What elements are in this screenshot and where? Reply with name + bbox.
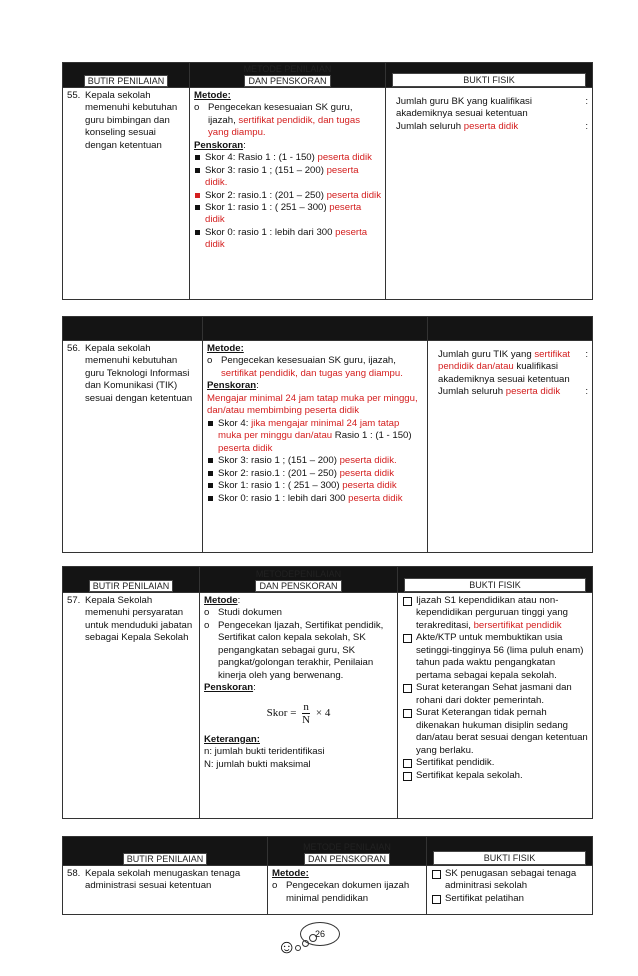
butir-cell: 56. Kepala sekolah memenuhi kebutuhan guru Teknologi Informasi dan Komunikasi (TIK) sesuai dengan ketentuan — [63, 341, 203, 553]
bukti-cell: SK penugasan sebagai tenaga adminitrasi sekolah Sertifikat pelatihan — [427, 866, 593, 915]
score-formula: Skor = $\frac{n}{N}$ × 4 — [266, 700, 331, 726]
table-header — [63, 837, 593, 866]
table-header — [63, 63, 593, 88]
header-butir: BUTIR PENILAIAN — [63, 63, 190, 88]
metode-cell: Metode: o Pengecekan dokumen ijazah minimal pendidikan — [268, 866, 427, 915]
smiley-icon: ☺ — [277, 937, 297, 958]
header-bukti: BUKTI FISIK — [386, 63, 593, 88]
header-metode: METODE PENILAIAN DAN PENSKORAN — [190, 63, 386, 88]
header-butir: BUTIR PENILAIAN — [63, 567, 200, 593]
page-number: 26 — [300, 922, 340, 946]
bukti-cell: Jumlah guru BK yang kualifikasi akademiknya sesuai ketentuan : Jumlah seluruh peserta didik : — [386, 87, 593, 299]
table-item-57 — [62, 566, 592, 819]
table-item-56 — [62, 316, 592, 553]
table-header — [63, 317, 593, 341]
header-bukti: BUKTI FISIK — [398, 567, 593, 593]
table-header — [63, 567, 593, 593]
butir-cell: 57. Kepala Sekolah memenuhi persyaratan untuk menduduki jabatan sebagai Kepala Sekolah — [63, 593, 200, 819]
table-item-55 — [62, 62, 592, 300]
table-row — [63, 341, 593, 553]
metode-cell: Metode: o Pengecekan kesesuaian SK guru, ijazah, sertifikat pendidik, dan tugas yang diampu. Penskoran: Skor 4: Rasio 1 : (1 - 150) peserta didik Skor 3: rasio 1 ; (151 – 200) peserta didik. Skor 2: rasio.1 : (201 – 250) peserta didik Skor 1: rasio 1 : ( 251 – 300) peserta didik Skor 0: rasio 1 : lebih dari 300 peserta didik — [190, 87, 386, 299]
butir-cell: 55. Kepala sekolah memenuhi kebutuhan guru bimbingan dan konseling sesuai dengan ketentuan — [63, 87, 190, 299]
header-butir: BUTIR PENILAIAN — [63, 837, 268, 866]
table-row — [63, 866, 593, 915]
butir-cell: 58. Kepala sekolah menugaskan tenaga administrasi sesuai ketentuan — [63, 866, 268, 915]
metode-cell: Metode: o Pengecekan kesesuaian SK guru, ijazah, sertifikat pendidik, dan tugas yang diampu. Penskoran: Mengajar minimal 24 jam tatap muka per minggu, dan/atau membimbing peserta didik Skor 4: jika mengajar minimal 24 jam tatap muka per minggu dan/atau Rasio 1 : (1 - 150) peserta didik Skor 3: rasio 1 ; (151 – 200) peserta didik. Skor 2: rasio.1 : (201 – 250) peserta didik Skor 1: rasio 1 : ( 251 – 300) peserta didik Skor 0: rasio 1 : lebih dari 300 peserta didik — [203, 341, 428, 553]
table-item-58 — [62, 836, 592, 915]
table-row — [63, 87, 593, 299]
metode-cell: Metode: o Studi dokumen o Pengecekan Ijazah, Sertifikat pendidik, Sertifikat calon kepala sekolah, SK pengangkatan sebagai guru, SK pangkat/golongan terakhir, Penilaian kinerja oleh yang berwenang. Penskoran: Skor = $\frac{n}{N}$ × 4 Keterangan: n: jumlah bukti teridentifikasi N: jumlah bukti maksimal — [200, 593, 398, 819]
bukti-cell: Jumlah guru TIK yang sertifikat pendidik dan/atau kualifikasi akademiknya sesuai ketentuan : Jumlah seluruh peserta didik : — [428, 341, 593, 553]
bukti-cell: Ijazah S1 kependidikan atau non-kependidikan perguruan tinggi yang terakreditasi, bersertifikat pendidik Akte/KTP untuk membuktikan usia setinggi-tingginya 56 (lima puluh enam) tahun pada waktu pengangkatan pertama sebagai kepala sekolah. Surat keterangan Sehat jasmani dan rohani dari dokter pemerintah. Surat Keterangan tidak pernah dikenakan hukuman disiplin sedang dan/atau berat sesuai dengan ketentuan yang berlaku. Sertifikat pendidik. Sertifikat kepala sekolah. — [398, 593, 593, 819]
header-metode: METODEPENILAIAN DAN PENSKORAN — [200, 567, 398, 593]
header-bukti: BUKTI FISIK — [427, 837, 593, 866]
header-metode: METODE PENILAIAN DAN PENSKORAN — [268, 837, 427, 866]
table-row — [63, 593, 593, 819]
bubble-dot-icon — [295, 945, 301, 951]
